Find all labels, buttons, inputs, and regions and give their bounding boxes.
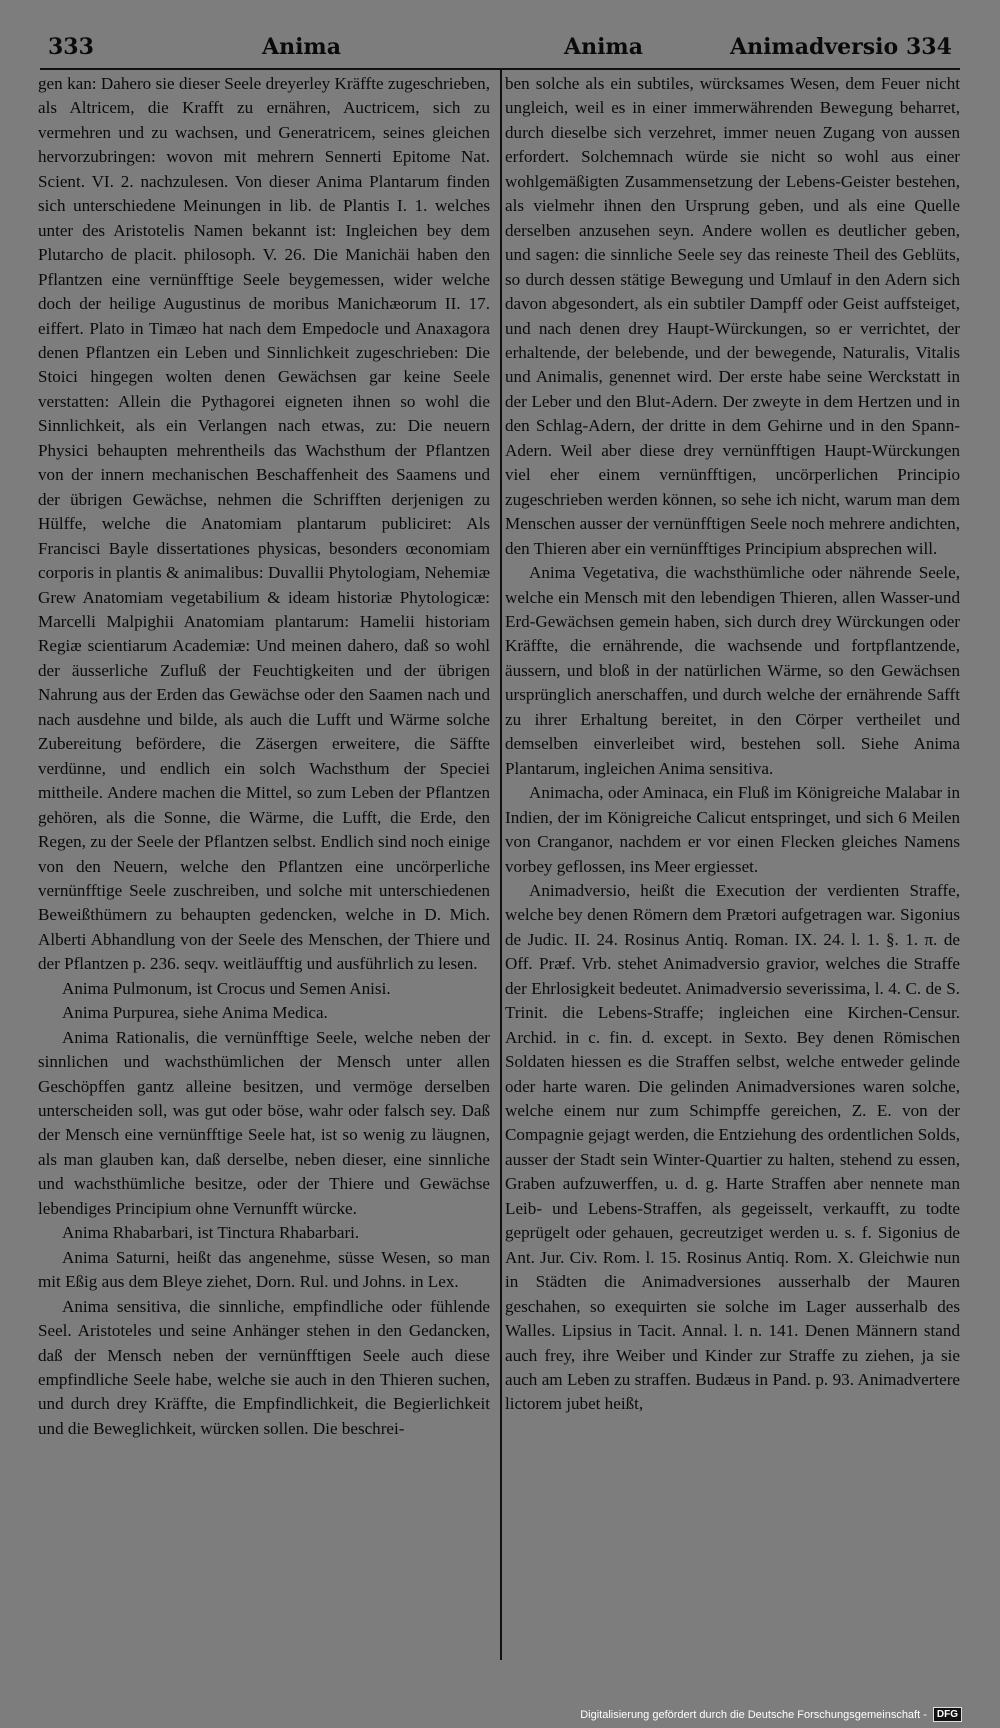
- paragraph: Anima Pulmonum, ist Crocus und Semen Anisi.: [62, 978, 391, 998]
- paragraph: Animacha, oder Aminaca, ein Fluß im Königreiche Malabar in Indien, der im Königreiche Calicut entspringet, und sich 6 Meilen von Cranganor, nachdem er vor einen Flecken gleiches Namens vorbey geflossen, ins Meer ergiesset.: [505, 783, 960, 876]
- page-number-left: 333: [48, 34, 94, 60]
- page-number-right: 334: [906, 34, 952, 60]
- running-header: [40, 30, 960, 66]
- paragraph: Animadversio, heißt die Execution der verdienten Straffe, welche bey denen Römern dem Prætori aufgetragen war. Sigonius de Judic. II. 24. Rosinus Antiq. Roman. IX. 24. l. 1. §. 1. π. de Off. Præf. Vrb. stehet Animadversio gravior, welches die Straffe der Ehrlosigkeit bedeutet. Animadversio severissima, l. 4. C. de S. Trinit. die Lebens-Straffe; ingleichen eine Kirchen-Censur. Archid. in c. fin. d. except. in Sexto. Bey denen Römischen Soldaten hiessen es die Straffen selbst, welche entweder gelinde oder harte waren. Die gelinden Animadversiones waren solche, welche einem nur zum Schimpffe gereichen, Z. E. von der Compagnie gejagt werden, die Entziehung des ordentlichen Solds, ausser der Stadt sein Winter-Quartier zu halten, stehend zu essen, Graben aufzuwerffen, u. d. g. Harte Straffen aber nennete man Leib- und Lebens-Straffen, als gegeisselt, verkaufft, zu todte geprügelt oder gehauen, gecreutziget werden u. s. f. Sigonius de Ant. Jur. Civ. Rom. l. 15. Rosinus Antiq. Rom. X. Gleichwie nun in Städten die Animadversiones ausserhalb der Mauren geschahen, so exequirten sie solche im Lager ausserhalb des Walles. Lipsius in Tacit. Annal. l. n. 141. Denen Männern stand auch frey, ihre Weiber und Kinder zur Straffe zu ziehen, ja sie auch am Leben zu straffen. Budæus in Pand. p. 93. Animadvertere lictorem jubet heißt,: [505, 880, 960, 1414]
- right-column: [505, 72, 960, 1666]
- footer-text: Digitalisierung gefördert durch die Deutsche Forschungsgemeinschaft -: [580, 1708, 927, 1721]
- dfg-logo: DFG: [933, 1707, 962, 1722]
- running-head-left: Anima: [262, 34, 341, 60]
- paragraph: Anima Saturni, heißt das angenehme, süsse Wesen, so man mit Eßig aus dem Bleye ziehet, Dorn. Rul. und Johns. in Lex.: [38, 1247, 490, 1292]
- paragraph: Anima Purpurea, siehe Anima Medica.: [62, 1003, 328, 1023]
- paragraph: Anima Rhabarbari, ist Tinctura Rhabarbari.: [62, 1223, 360, 1243]
- column-rule: [500, 70, 502, 1660]
- paragraph: Anima Rationalis, die vernünfftige Seele, welche neben der sinnlichen und wachsthümlichen der Mensch unter allen Geschöpffen gantz alleine besitzen, und vermöge derselben unterscheiden soll, was gut oder böse, wahr oder falsch sey. Daß der Mensch eine vernünfftige Seele hat, ist so wenig zu läugnen, als man glauben kan, daß derselbe, neben dieser, eine sinnliche und wachsthümliche besitze, oder der Thiere und Gewächse lebendiges Principium ohne Vernunfft würcke.: [38, 1027, 490, 1218]
- running-head-right: Animadversio: [730, 34, 899, 60]
- paragraph: Anima Vegetativa, die wachsthümliche oder nährende Seele, welche ein Mensch mit den lebendigen Thieren, allen Wasser-und Erd-Gewächsen gemein haben, sich durch drey Würckungen oder Kräffte, die ernährende, die wachsende und fortpflantzende, äussern, und bloß in der natürlichen Wärme, so den Gewächsen ursprünglich anerschaffen, und durch welche der ernährende Safft zu ihrer Erhaltung bereitet, in den Cörper vertheilet und demselben einverleibet wird, bestehen soll. Siehe Anima Plantarum, ingleichen Anima sensitiva.: [505, 563, 960, 778]
- digitization-footer: [580, 1707, 962, 1722]
- paragraph: ben solche als ein subtiles, würcksames Wesen, dem Feuer nicht ungleich, weil es in einer immerwährenden Bewegung beharret, durch dieselbe sich verzehret, immer neuen Zugang von aussen erfordert. Solchemnach würde sie nicht so wohl aus einer wohlgemäßigten Zusammensetzung der Lebens-Geister bestehen, als vielmehr ihnen den Ursprung geben, und als eine Quelle derselben anzusehen seyn. Andere wollen es deutlicher geben, und sagen: die sinnliche Seele sey das reineste Theil des Geblüts, so durch dessen stätige Bewegung und Umlauf in den Adern sich davon abgesondert, als ein subtiler Dampff oder Geist auffsteiget, und nach denen drey Haupt-Würckungen, so er verrichtet, der erhaltende, der belebende, und der bewegende, Naturalis, Vitalis und Animalis, genennet wird. Der erste habe seine Werckstatt in der Leber und den Blut-Adern. Der zweyte in dem Hertzen und in den Schlag-Adern, der dritte in dem Gehirne und in den Spann-Adern. Weil aber diese drey vernünfftigen Haupt-Würckungen viel eher einem vernünfftigen, uncörperlichen Principio zugeschrieben werden können, so sehe ich nicht, warum man dem Menschen ausser der vernünfftigen Seele noch mehrere andichten, den Thieren aber ein vernünfftiges Principium absprechen will.: [505, 74, 960, 558]
- paragraph: Anima sensitiva, die sinnliche, empfindliche oder fühlende Seel. Aristoteles und seine Anhänger stehen in den Gedancken, daß der Mensch neben der vernünfftigen Seele auch diese empfindliche Seele habe, welche sie auch in den Thieren suchen, und durch drey Kräffte, die Empfindlichkeit, die Begierlichkeit und die Beweglichkeit, würcken sollen. Die beschrei-: [38, 1296, 490, 1438]
- paragraph: gen kan: Dahero sie dieser Seele dreyerley Kräffte zugeschrieben, als Altricem, die Krafft zu ernähren, Auctricem, sich zu vermehren und zu wachsen, und Generatricem, seines gleichen hervorzubringen: wovon mit mehrern Sennerti Epitome Nat. Scient. VI. 2. nachzulesen. Von dieser Anima Plantarum finden sich unterschiedene Meinungen in lib. de Plantis I. 1. welches unter des Aristotelis Namen bekannt ist: Ingleichen bey dem Plutarcho de placit. philosoph. V. 26. Die Manichäi haben den Pflantzen eine vernünfftige Seele beygemessen, wider welche doch der heilige Augustinus de moribus Manichæorum II. 17. eiffert. Plato in Timæo hat nach dem Empedocle und Anaxagora denen Pflantzen ein Leben und Sinnlichkeit zugeschrieben: Die Stoici hingegen wolten denen Gewächsen gar keine Seele verstatten: Allein die Pythagorei eigneten ihnen so wohl die Sinnlichkeit, als ein Verlangen nach etwas, zu: Die neuern Physici behaupten mehrentheils das Wachsthum der Pflantzen von der innern mechanischen Beschaffenheit des Saamens und der übrigen Gewächse, nehmen die Schrifften derjenigen zu Hülffe, welche die Anatomiam plantarum publiciret: Als Francisci Bayle dissertationes physicas, besonders œconomiam corporis in plantis & animalibus: Duvallii Phytologiam, Nehemiæ Grew Anatomiam vegetabilium & ideam historiæ Phytologicæ: Marcelli Malpighii Anatomiam plantarum: Hamelii historiam Regiæ scientiarum Academiæ: Und meinen dahero, daß so wohl der äusserliche Zufluß der Feuchtigkeiten und der übrigen Nahrung aus der Erden das Gewächse oder den Saamen nach und nach ausdehne und bilde, als auch die Lufft und Wärme solche Zubereitung befördere, die Zäsergen erweitere, die Säffte verdünne, und endlich ein solch Wachsthum der Speciei mittheile. Andere machen die Mittel, so zum Leben der Pflantzen gehören, als die Sonne, die Wärme, die Lufft, die Erde, den Regen, zu der Seele der Pflantzen selbst. Endlich sind noch einige von den Neuern, welche den Pflantzen eine uncörperliche vernünfftige Seele zuschreiben, und solche mit unterschiedenen Beweißthümern zu behaupten gedencken, welche in D. Mich. Alberti Abhandlung von der Seele des Menschen, der Thiere und der Pflantzen p. 236. seqv. weitläufftig und ausführlich zu lesen.: [38, 74, 490, 974]
- running-head-middle: Anima: [564, 34, 643, 60]
- left-column: [38, 72, 490, 1666]
